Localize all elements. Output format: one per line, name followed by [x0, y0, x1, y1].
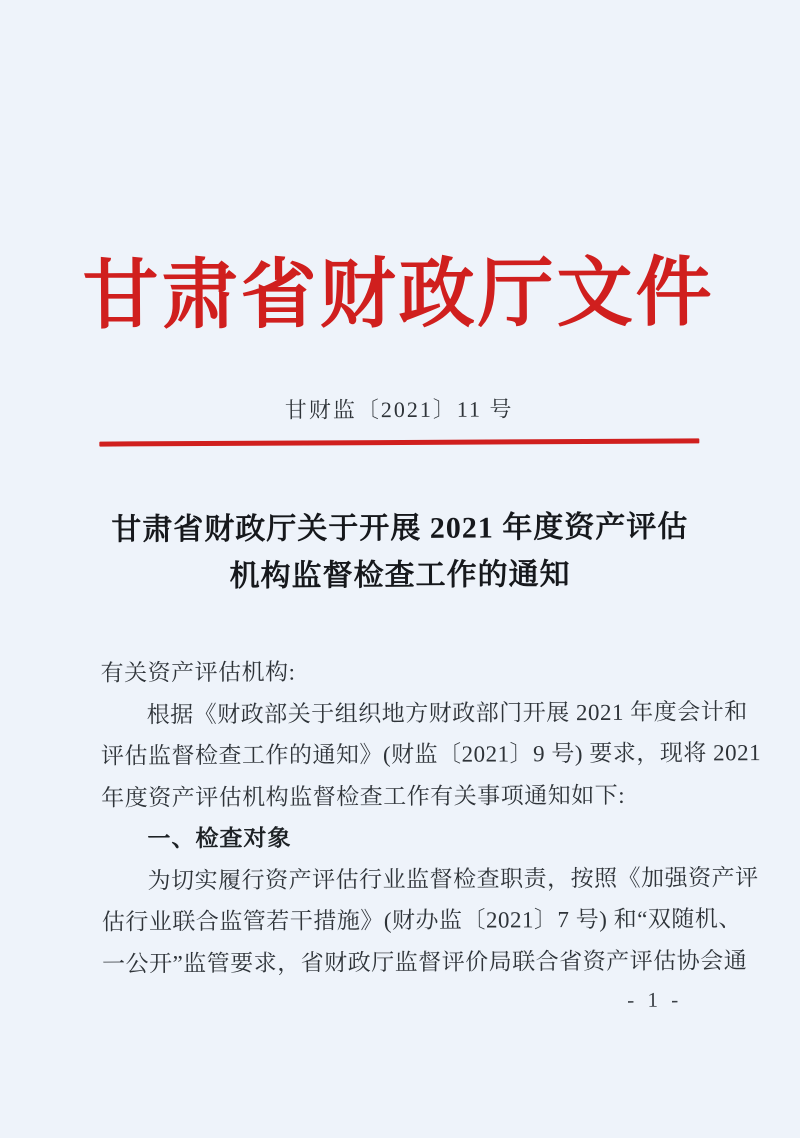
body-line: 一公开”监管要求，省财政厅监督评价局联合省资产评估协会通 [101, 948, 748, 977]
agency-letterhead-title: 甘肃省财政厅文件 [82, 251, 715, 339]
body-line: 年度资产评估机构监督检查工作有关事项通知如下: [101, 782, 626, 811]
body-line: 评估监督检查工作的通知》(财监〔2021〕9 号) 要求，现将 2021 [100, 740, 762, 769]
salutation-line: 有关资产评估机构: [100, 659, 296, 686]
body-line: 根据《财政部关于组织地方财政部门开展 2021 年度会计和 [146, 699, 748, 728]
document-title [0, 503, 800, 601]
red-divider-rule [99, 439, 699, 447]
document-title-line-1: 甘肃省财政厅关于开展 2021 年度资产评估 [111, 510, 689, 547]
document-title-line-2: 机构监督检查工作的通知 [229, 558, 571, 594]
document-body [100, 650, 762, 985]
body-line: 估行业联合监管若干措施》(财办监〔2021〕7 号) 和“双随机、 [101, 906, 742, 935]
body-line: 为切实履行资产评估行业监督检查职责，按照《加强资产评 [147, 865, 759, 894]
page-number: - 1 - [627, 987, 683, 1013]
section-heading: 一、检查对象 [147, 824, 292, 852]
document-reference-number: 甘财监〔2021〕11 号 [284, 396, 514, 423]
